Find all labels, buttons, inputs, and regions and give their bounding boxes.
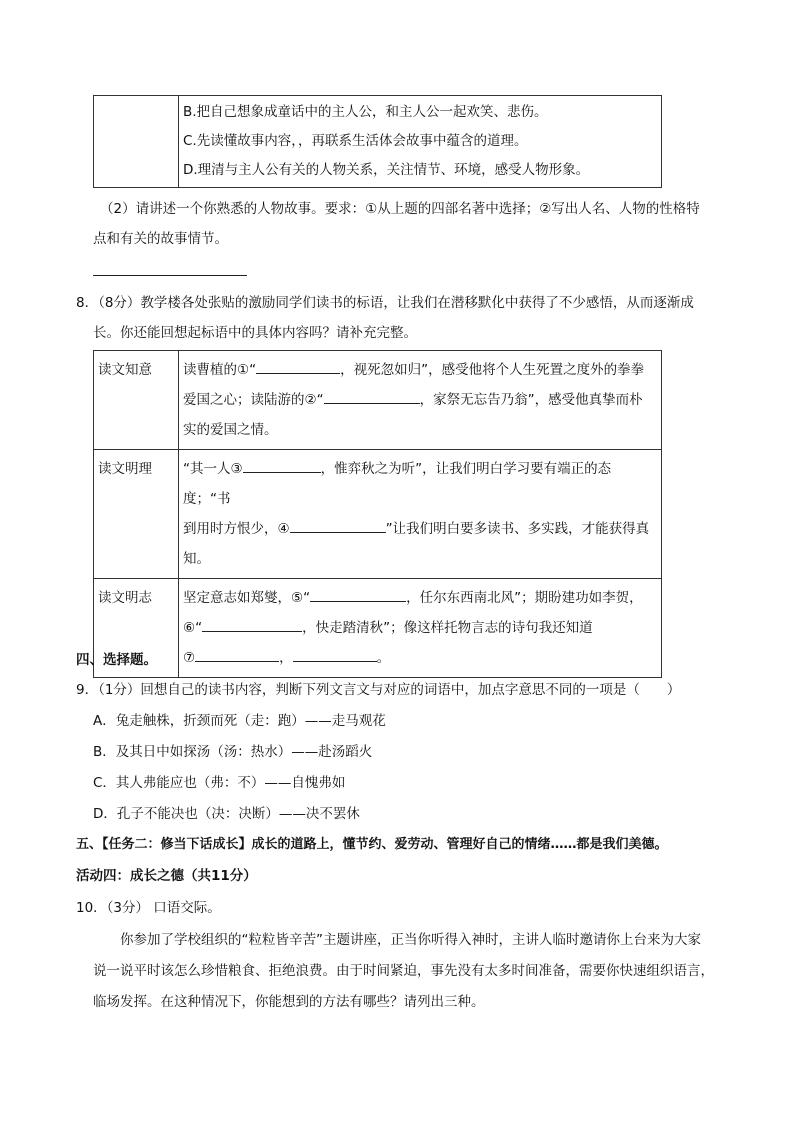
blank-4[interactable]	[290, 517, 386, 533]
blank-7a[interactable]	[195, 646, 279, 662]
row-label-zhiyi: 读文知意	[94, 351, 179, 450]
q10-para-line3: 临场发挥。在这种情况下，你能想到的方法有哪些？请列出三种。	[93, 994, 485, 1010]
option-c-text: C.先读懂故事内容，，再联系生活体会故事中蕴含的道理。	[183, 133, 528, 149]
q9-option-b[interactable]: B．及其日中如探汤（汤：热水）——赴汤蹈火	[93, 744, 373, 760]
q8-stem-line2: 长。你还能回想起标语中的具体内容吗？请补充完整。	[93, 325, 417, 341]
row-content-zhiyi: 读曹植的①“ ，视死忽如归”，感受他将个人生死置之度外的拳拳 爱国之心；读陆游的②“ ，家祭无忘告乃翁”，感受他真挚而朴 实的爱国之情。	[179, 351, 662, 450]
q10-para-line1: 你参加了学校组织的“粒粒皆辛苦”主题讲座，正当你听得入神时，主讲人临时邀请你上台来为大家	[120, 932, 701, 948]
reading-method-table	[93, 95, 662, 188]
q8-stem-line1: 8．（8分）教学楼各处张贴的激励同学们读书的标语，让我们在潜移默化中获得了不少感悟，从而逐渐成	[76, 295, 694, 311]
table-row	[94, 96, 662, 188]
option-d-text: D.理清与主人公有关的人物关系，关注情节、环境，感受人物形象。	[183, 162, 590, 178]
options-cell	[179, 96, 662, 188]
blank-5[interactable]	[310, 586, 406, 602]
blank-1[interactable]	[256, 358, 340, 374]
section-5-heading: 五、【任务二：修当下话成长】成长的道路上，懂节约、爱劳动、管理好自己的情绪……都是我们美德。	[76, 837, 668, 852]
answer-blank-line[interactable]	[93, 275, 247, 276]
empty-label-cell	[94, 96, 179, 188]
blank-6[interactable]	[202, 616, 302, 632]
row-content-mingli: “其一人③ ，惟弈秋之为听”，让我们明白学习要有端正的态度；“书 到用时方恨少，④ ”让我们明白要多读书、多实践，才能获得真 知。	[179, 450, 662, 579]
blank-3[interactable]	[243, 457, 321, 473]
table-row	[94, 351, 662, 450]
q10-stem: 10．（3分） 口语交际。	[76, 900, 221, 916]
table-row	[94, 450, 662, 579]
option-b-text: B.把自己想象成童话中的主人公，和主人公一起欢笑、悲伤。	[183, 104, 548, 120]
q10-para-line2: 说一说平时该怎么珍惜粮食、拒绝浪费。由于时间紧迫，事先没有太多时间准备，需要你快速组织语言，	[93, 963, 714, 979]
row-content-mingzhi: 坚定意志如郑燮，⑤“ ，任尔东西南北风”；期盼建功如李贺， ⑥“ ，快走踏清秋”；像这样托物言志的诗句我还知道 ⑦ ， 。	[179, 579, 662, 678]
q9-option-a[interactable]: A．兔走触株，折颈而死（走：跑）——走马观花	[93, 713, 386, 729]
reading-slogan-table	[93, 350, 662, 678]
q9-stem: 9．（1分）回想自己的读书内容，判断下列文言文与对应的词语中，加点字意思不同的一项是（ ）	[76, 682, 681, 698]
blank-7b[interactable]	[293, 646, 377, 662]
q7-2-line1: （2）请讲述一个你熟悉的人物故事。要求：①从上题的四部名著中选择；②写出人名、人物的性格特	[100, 201, 700, 217]
table-row	[94, 579, 662, 678]
row-label-mingli: 读文明理	[94, 450, 179, 579]
blank-2[interactable]	[324, 388, 420, 404]
q9-option-d[interactable]: D．孔子不能决也（决：决断）——决不罢休	[93, 806, 360, 822]
row-label-mingzhi: 读文明志	[94, 579, 179, 678]
section-4-heading: 四、选择题。	[76, 652, 157, 668]
q9-option-c[interactable]: C．其人弗能应也（弗：不）——自愧弗如	[93, 775, 346, 791]
activity-4-heading: 活动四：成长之德（共11分）	[76, 868, 257, 884]
q7-2-line2: 点和有关的故事情节。	[93, 231, 228, 247]
